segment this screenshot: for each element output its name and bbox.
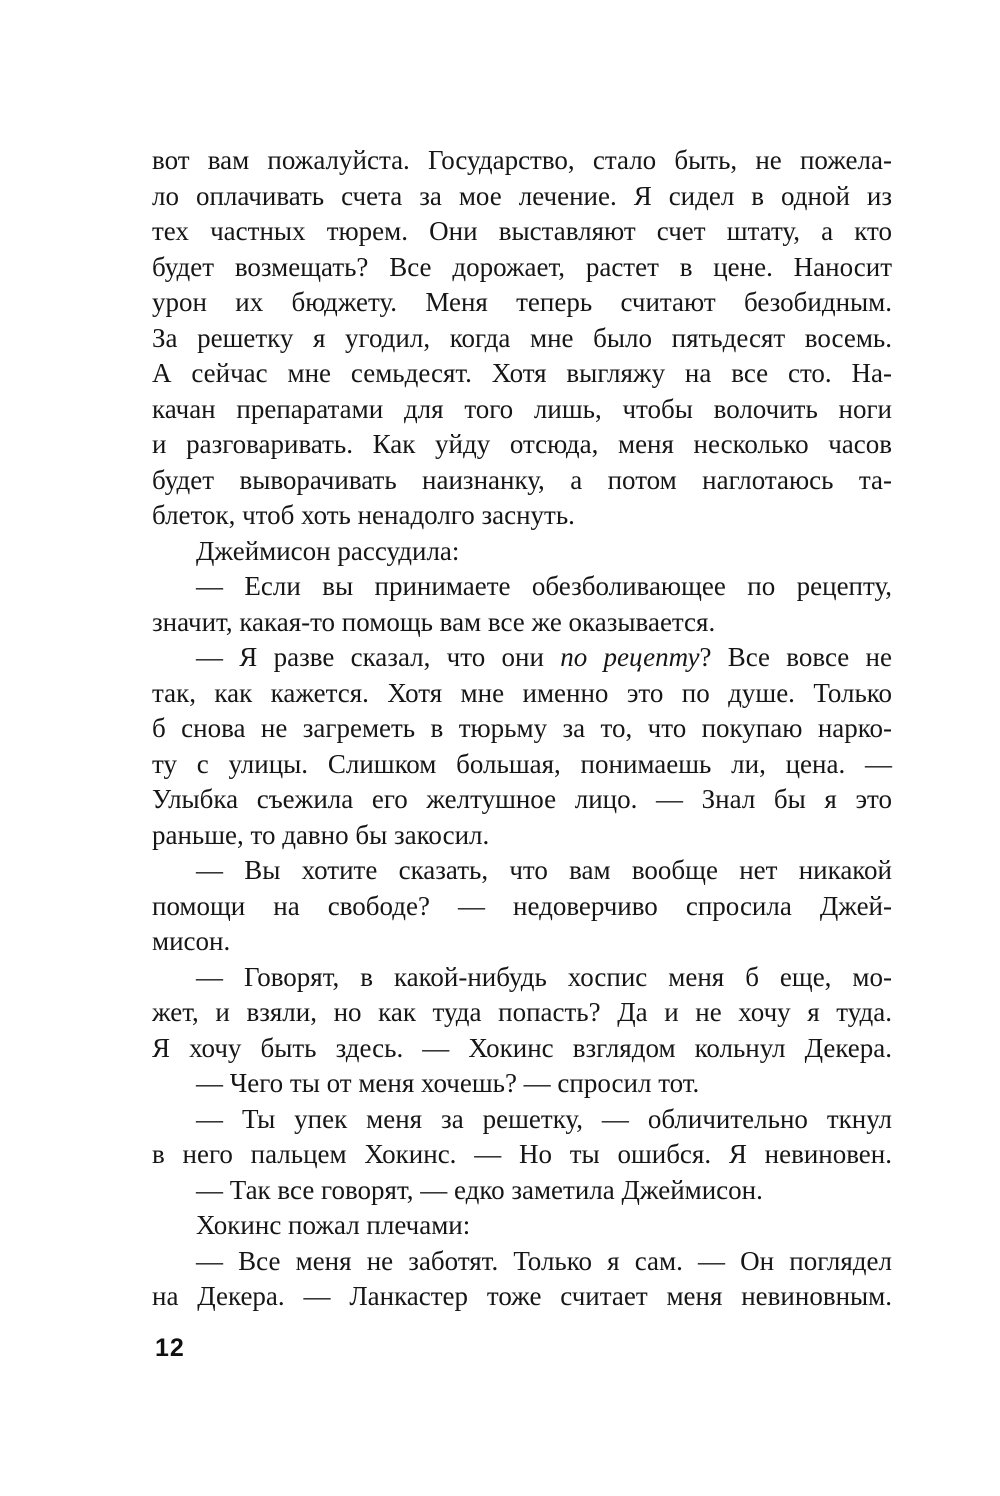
text-segment: будет выворачивать наизнанку, а потом наглотаюсь та-: [152, 464, 892, 495]
text-line: [152, 676, 892, 712]
text-line: [152, 640, 892, 676]
text-line: [152, 1279, 892, 1315]
text-line: [152, 711, 892, 747]
text-segment: мисон.: [152, 926, 231, 956]
emphasized-text: по рецепту: [560, 642, 700, 672]
text-line: [152, 463, 892, 499]
text-segment: — Все меня не заботят. Только я сам. — Он поглядел: [196, 1245, 892, 1276]
text-segment: б снова не загреметь в тюрьму за то, что покупаю нарко-: [152, 713, 892, 743]
text-line: [152, 1173, 892, 1209]
text-line: [152, 143, 892, 179]
text-line: [152, 818, 892, 854]
text-segment: ло оплачивать счета за мое лечение. Я сидел в одной из: [152, 180, 892, 211]
text-line: [152, 960, 892, 996]
text-segment: блеток, чтоб хоть ненадолго заснуть.: [152, 500, 575, 530]
text-line: [152, 1102, 892, 1138]
text-segment: — Если вы принимаете обезболивающее по рецепту,: [196, 571, 892, 601]
text-block: [152, 143, 892, 1315]
text-line: [152, 1066, 892, 1102]
text-line: [152, 1244, 892, 1280]
text-line: [152, 534, 892, 570]
text-line: [152, 995, 892, 1031]
text-line: [152, 250, 892, 286]
text-segment: качан препаратами для того лишь, чтобы волочить ноги: [152, 393, 892, 424]
text-segment: — Вы хотите сказать, что вам вообще нет никакой: [196, 855, 892, 885]
text-line: [152, 392, 892, 428]
text-line: [152, 1208, 892, 1244]
text-segment: в него пальцем Хокинс. — Но ты ошибся. Я невиновен.: [152, 1139, 892, 1169]
text-segment: значит, какая-то помощь вам все же оказывается.: [152, 606, 716, 637]
text-line: [152, 605, 892, 641]
text-segment: — Так все говорят, — едко заметила Джеймисон.: [196, 1174, 763, 1205]
text-line: [152, 214, 892, 250]
text-segment: А сейчас мне семьдесят. Хотя выгляжу на все сто. На-: [152, 358, 892, 388]
text-segment: — Ты упек меня за решетку, — обличительно ткнул: [196, 1103, 892, 1134]
text-segment: Улыбка съежила его желтушное лицо. — Знал бы я это: [152, 784, 892, 814]
text-segment: Джеймисон рассудила:: [196, 535, 460, 566]
text-line: [152, 427, 892, 463]
page-number: 12: [155, 1334, 185, 1362]
text-segment: Я хочу быть здесь. — Хокинс взглядом кольнул Декера.: [152, 1032, 892, 1063]
text-segment: и разговаривать. Как уйду отсюда, меня несколько часов: [152, 429, 892, 459]
text-line: [152, 782, 892, 818]
text-segment: ? Все вовсе не: [699, 642, 892, 672]
text-segment: раньше, то давно бы закосил.: [152, 819, 490, 850]
text-segment: урон их бюджету. Меня теперь считают безобидным.: [152, 287, 892, 317]
text-segment: помощи на свободе? — недоверчиво спросила Джей-: [152, 890, 892, 921]
text-line: [152, 321, 892, 357]
text-segment: Хокинс пожал плечами:: [196, 1210, 471, 1240]
text-line: [152, 924, 892, 960]
text-segment: — Говорят, в какой-нибудь хоспис меня б еще, мо-: [196, 961, 892, 992]
text-line: [152, 853, 892, 889]
text-segment: ту с улицы. Слишком большая, понимаешь ли, цена. —: [152, 748, 892, 779]
text-segment: жет, и взяли, но как туда попасть? Да и не хочу я туда.: [152, 997, 892, 1027]
text-segment: За решетку я угодил, когда мне было пятьдесят восемь.: [152, 322, 892, 353]
text-segment: будет возмещать? Все дорожает, растет в цене. Наносит: [152, 251, 892, 282]
text-line: [152, 1137, 892, 1173]
text-segment: на Декера. — Ланкастер тоже считает меня невиновным.: [152, 1281, 892, 1311]
text-line: [152, 569, 892, 605]
text-line: [152, 747, 892, 783]
text-line: [152, 498, 892, 534]
text-line: [152, 1031, 892, 1067]
text-segment: — Я разве сказал, что они: [196, 642, 561, 672]
text-line: [152, 889, 892, 925]
text-segment: вот вам пожалуйста. Государство, стало быть, не пожела-: [152, 145, 892, 175]
text-line: [152, 285, 892, 321]
text-segment: — Чего ты от меня хочешь? — спросил тот.: [196, 1068, 700, 1098]
text-segment: тех частных тюрем. Они выставляют счет штату, а кто: [152, 216, 892, 246]
text-line: [152, 179, 892, 215]
text-segment: так, как кажется. Хотя мне именно это по душе. Только: [152, 677, 892, 708]
text-line: [152, 356, 892, 392]
